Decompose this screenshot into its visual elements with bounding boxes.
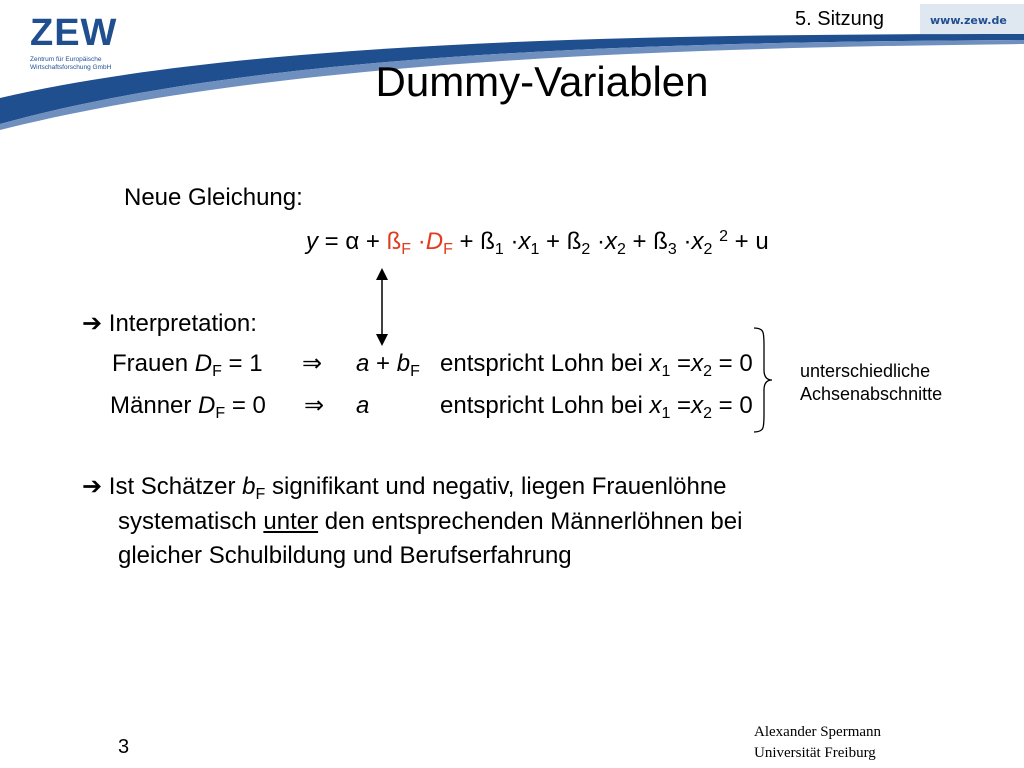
frauen-line: Frauen $D_F = 1$ [112, 350, 263, 380]
maenner-condition: entspricht Lohn bei $x_1 =x_2 = 0$ [440, 392, 753, 422]
slide-title: Dummy-Variablen [375, 58, 709, 105]
logo-subtitle-line1: Zentrum für Europäische [30, 56, 102, 63]
implies-icon: ⇒ [302, 350, 323, 377]
arrow-right-icon-2: ➔ [82, 473, 103, 500]
website-url: www.zew.de [930, 14, 1007, 27]
maenner-line: Männer $D_F = 0$ [110, 392, 266, 422]
curly-brace-icon [750, 326, 774, 434]
intercept-note-line1: unterschiedliche [800, 361, 931, 381]
conclusion-line2: systematisch unter den entsprechenden Männerlöhnen bei [118, 508, 743, 535]
dummy-term: $ß_F \cdot D_F$ [386, 228, 453, 258]
regression-equation: $y = \alpha + ß_F \cdot D_F$ + $ß_1 \cdot x_1$ + $ß_2 \cdot x_2$ + $ß_3 \cdot x_2$ $^2$ + u [306, 228, 769, 258]
intercept-note-line2: Achsenabschnitte [800, 383, 943, 404]
frauen-intercept: $a + b_F$ [356, 350, 420, 380]
conclusion-line1: ➔ Ist Schätzer $b_F$ signifikant und negativ, liegen Frauenlöhne [82, 473, 727, 503]
equation-label: Neue Gleichung: [124, 184, 303, 211]
double-arrow-icon [372, 268, 392, 346]
logo-subtitle-line2: Wirtschaftsforschung GmbH [30, 64, 112, 71]
maenner-intercept: a [356, 392, 370, 419]
implies-icon-2: ⇒ [304, 392, 325, 419]
frauen-condition: entspricht Lohn bei $x_1 =x_2 = 0$ [440, 350, 753, 380]
author-block [754, 722, 881, 764]
intercept-note [800, 360, 942, 405]
session-label: 5. Sitzung [795, 8, 884, 30]
author-name: Alexander Spermann [754, 724, 882, 740]
arrow-right-icon: ➔ [82, 310, 103, 337]
slide-number: 3 [118, 736, 130, 758]
zew-logo: ZEW [30, 12, 118, 54]
interpretation-heading: ➔ Interpretation: [82, 310, 257, 337]
conclusion-line3: gleicher Schulbildung und Berufserfahrung [118, 542, 572, 569]
author-affiliation: Universität Freiburg [754, 745, 876, 761]
